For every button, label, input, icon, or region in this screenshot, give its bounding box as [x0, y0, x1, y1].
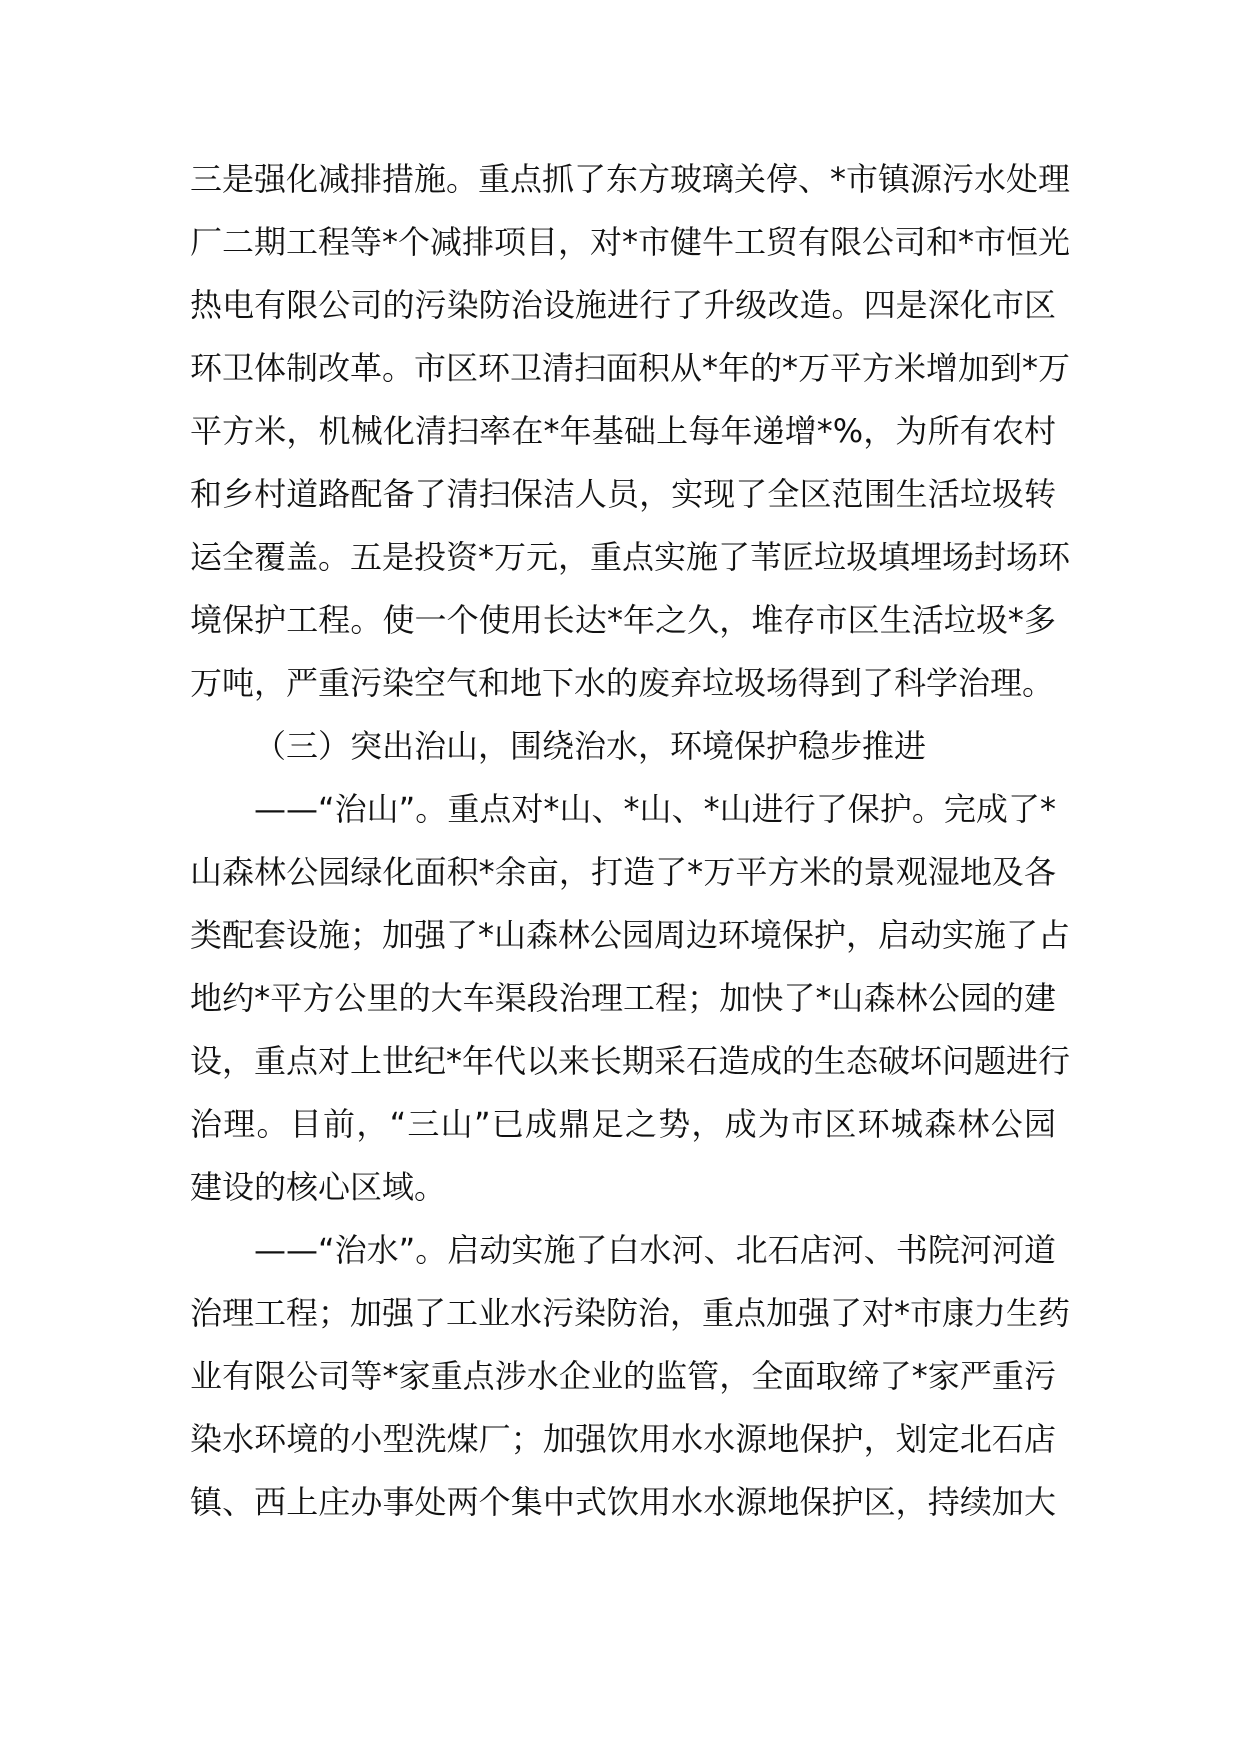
text-line: 运全覆盖。五是投资*万元，重点实施了苇匠垃圾填埋场封场环 [190, 538, 1071, 576]
text-line: 境保护工程。使一个使用长达*年之久，堆存市区生活垃圾*多 [190, 601, 1056, 639]
text-line: 热电有限公司的污染防治设施进行了升级改造。四是深化市区 [190, 286, 1056, 324]
text-line: 万吨，严重污染空气和地下水的废弃垃圾场得到了科学治理。 [190, 664, 1055, 702]
text-line: ——“治水”。启动实施了白水河、北石店河、书院河河道 [254, 1231, 1056, 1269]
text-line: 治理。目前，“三山”已成鼎足之势，成为市区环城森林公园 [190, 1105, 1056, 1143]
section-heading: （三）突出治山，围绕治水，环境保护稳步推进 [254, 727, 927, 765]
text-line: 平方米，机械化清扫率在*年基础上每年递增*%，为所有农村 [190, 412, 1056, 450]
text-line: 地约*平方公里的大车渠段治理工程；加快了*山森林公园的建 [190, 979, 1056, 1017]
text-line: 业有限公司等*家重点涉水企业的监管，全面取缔了*家严重污 [190, 1357, 1056, 1395]
text-line: 类配套设施；加强了*山森林公园周边环境保护，启动实施了占 [190, 916, 1071, 954]
text-line: 环卫体制改革。市区环卫清扫面积从*年的*万平方米增加到*万 [190, 349, 1071, 387]
text-line: ——“治山”。重点对*山、*山、*山进行了保护。完成了* [254, 790, 1056, 828]
text-line: 染水环境的小型洗煤厂；加强饮用水水源地保护，划定北石店 [190, 1420, 1056, 1458]
text-line: 设，重点对上世纪*年代以来长期采石造成的生态破坏问题进行 [190, 1042, 1071, 1080]
text-line: 建设的核心区域。 [190, 1168, 447, 1206]
text-line: 镇、西上庄办事处两个集中式饮用水水源地保护区，持续加大 [190, 1483, 1056, 1521]
text-line: 治理工程；加强了工业水污染防治，重点加强了对*市康力生药 [190, 1294, 1071, 1332]
text-line: 和乡村道路配备了清扫保洁人员，实现了全区范围生活垃圾转 [190, 475, 1056, 513]
text-line: 三是强化减排措施。重点抓了东方玻璃关停、*市镇源污水处理 [190, 160, 1071, 198]
text-line: 山森林公园绿化面积*余亩，打造了*万平方米的景观湿地及各 [190, 853, 1056, 891]
text-line: 厂二期工程等*个减排项目，对*市健牛工贸有限公司和*市恒光 [190, 223, 1071, 261]
